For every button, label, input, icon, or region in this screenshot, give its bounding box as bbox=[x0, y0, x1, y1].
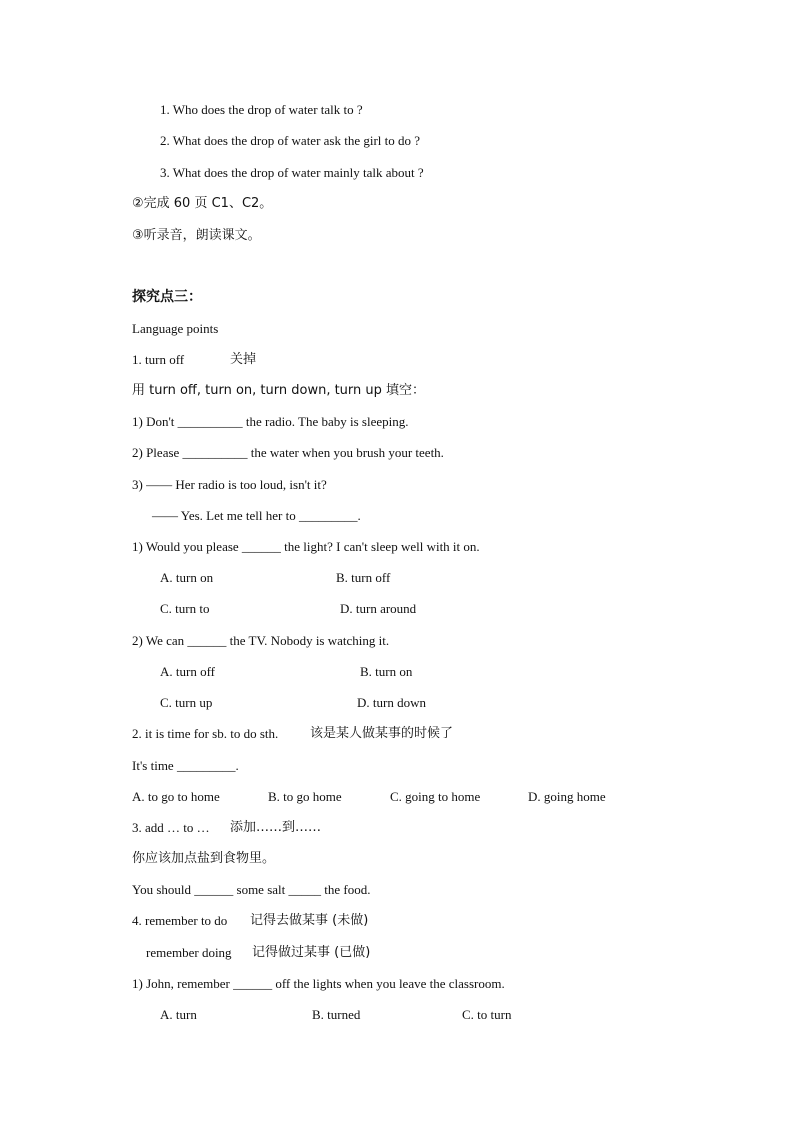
point-2-term: 2. it is time for sb. to do sth. bbox=[132, 726, 279, 741]
point-3-stem: You should ______ some salt _____ the food. bbox=[132, 882, 371, 897]
point-3-meaning: 添加……到…… bbox=[230, 820, 322, 835]
task-3: ③听录音，朗读课文。 bbox=[132, 228, 261, 243]
point-4-term-2: remember doing bbox=[146, 945, 232, 960]
mc1-stem: 1) Would you please ______ the light? I can't sleep well with it on. bbox=[132, 539, 480, 554]
point-3-sentence: 你应该加点盐到食物里。 bbox=[132, 851, 276, 866]
mc2-option-a: A. turn off bbox=[160, 664, 216, 679]
point-4-meaning-2: 记得做过某事 (已做) bbox=[252, 945, 371, 960]
point-4-option-b: B. turned bbox=[312, 1007, 361, 1022]
question-2: 2. What does the drop of water ask the girl to do ? bbox=[160, 133, 421, 148]
point-2-option-b: B. to go home bbox=[268, 789, 342, 804]
question-3: 3. What does the drop of water mainly talk about ? bbox=[160, 165, 424, 180]
point-4-option-a: A. turn bbox=[160, 1007, 197, 1022]
mc2-option-c: C. turn up bbox=[160, 695, 213, 710]
mc2-stem: 2) We can ______ the TV. Nobody is watching it. bbox=[132, 633, 390, 648]
mc2-option-b: B. turn on bbox=[360, 664, 413, 679]
point-2-option-a: A. to go to home bbox=[132, 789, 220, 804]
point-3-term: 3. add … to … bbox=[132, 820, 210, 835]
point-2-meaning: 该是某人做某事的时候了 bbox=[310, 726, 454, 741]
language-points-title: Language points bbox=[132, 321, 219, 336]
point-4-stem: 1) John, remember ______ off the lights when you leave the classroom. bbox=[132, 976, 505, 991]
point-4-term-1: 4. remember to do bbox=[132, 913, 228, 928]
fill-item-1: 1) Don't __________ the radio. The baby is sleeping. bbox=[132, 414, 409, 429]
mc1-option-a: A. turn on bbox=[160, 570, 214, 585]
mc2-option-d: D. turn down bbox=[357, 695, 426, 710]
fill-item-3a: 3) —— Her radio is too loud, isn't it? bbox=[132, 477, 327, 492]
point-4-option-c: C. to turn bbox=[462, 1007, 512, 1022]
mc1-option-d: D. turn around bbox=[340, 601, 417, 616]
point-1-meaning: 关掉 bbox=[230, 352, 257, 367]
mc1-option-b: B. turn off bbox=[336, 570, 391, 585]
point-2-option-d: D. going home bbox=[528, 789, 606, 804]
point-2-stem: It's time _________. bbox=[132, 758, 239, 773]
fill-item-3b: —— Yes. Let me tell her to _________. bbox=[152, 508, 361, 523]
section-title: 探究点三： bbox=[132, 289, 202, 305]
point-1-term: 1. turn off bbox=[132, 352, 185, 367]
point-1-instruction: 用 turn off, turn on, turn down, turn up 填空： bbox=[132, 383, 426, 398]
mc1-option-c: C. turn to bbox=[160, 601, 210, 616]
point-2-option-c: C. going to home bbox=[390, 789, 481, 804]
fill-item-2: 2) Please __________ the water when you brush your teeth. bbox=[132, 445, 444, 460]
task-2: ②完成 60 页 C1、C2。 bbox=[132, 196, 273, 211]
point-4-meaning-1: 记得去做某事 (未做) bbox=[250, 913, 369, 928]
question-1: 1. Who does the drop of water talk to ? bbox=[160, 102, 363, 117]
